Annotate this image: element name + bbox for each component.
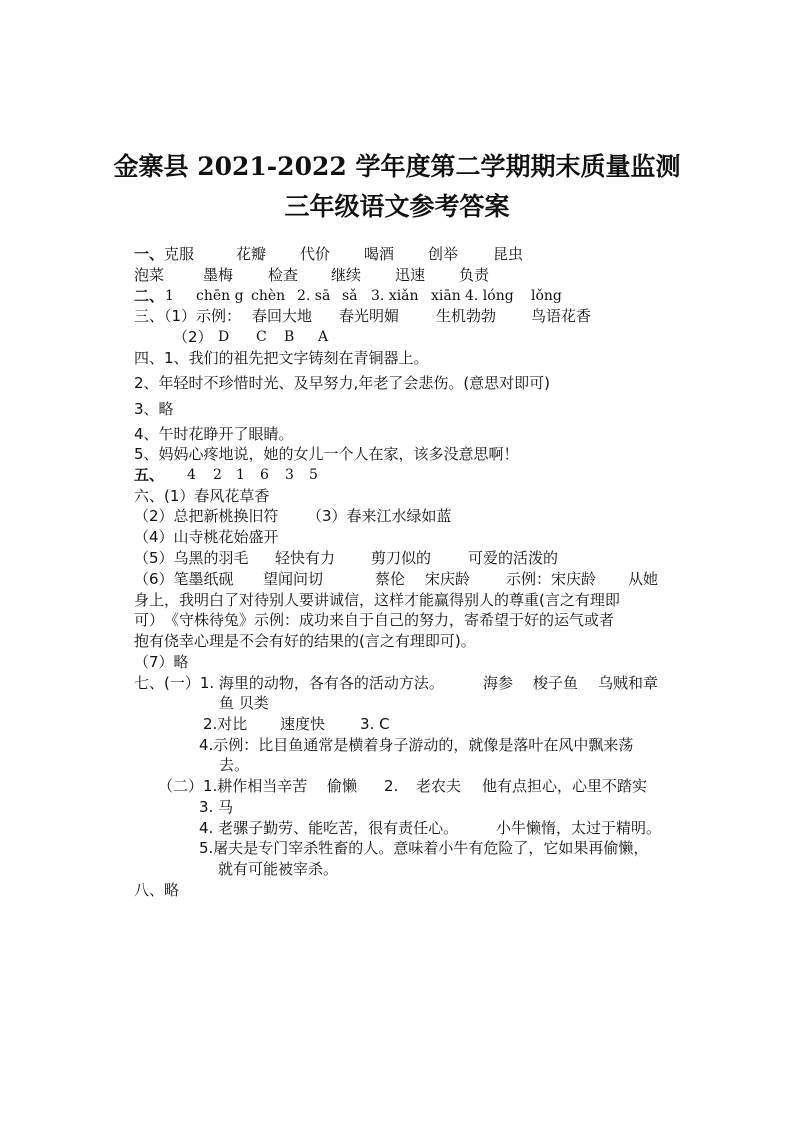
section-6-line-9: （7）略 [134, 653, 189, 671]
order-item: 4 [187, 467, 196, 483]
word: 继续 [331, 266, 362, 284]
choice-item: D [218, 329, 230, 345]
pinyin-item: 3. xiǎn [371, 288, 419, 304]
section-6-line-3: （4）山寺桃花始盛开 [134, 528, 279, 546]
word: 迅速 [395, 266, 426, 284]
pinyin-item: sǎ [342, 288, 358, 304]
pinyin-item: 1 [165, 288, 174, 304]
section-2-label: 二、 [134, 287, 165, 305]
pinyin-item: xiān [431, 288, 461, 304]
section-4-line-1: 四、1、我们的祖先把文字铸刻在青铜器上。 [134, 349, 429, 367]
word: 检查 [268, 266, 299, 284]
section-6-l4-item: 轻快有力 [275, 549, 336, 567]
word: 喝酒 [364, 245, 395, 263]
section-6-line-6: 身上，我明白了对待别人要讲诚信，这样才能赢得别人的尊重(言之有理即 [134, 591, 620, 609]
section-7-line-7: 3. 马 [199, 798, 234, 816]
word: 花瓣 [236, 245, 267, 263]
question-label: （2） [173, 328, 213, 346]
section-7-l1-item: 乌贼和章 [598, 674, 659, 692]
section-7-l1-item: 梭子鱼 [533, 674, 579, 692]
section-6-line-2b: （3）春来江水绿如蓝 [307, 507, 452, 525]
section-6-line-1: 六、(1）春风花草香 [134, 487, 270, 505]
section-7-line-1a: 七、(一）1. 海里的动物，各有各的活动方法。 [134, 674, 444, 692]
word: 克服 [164, 245, 195, 263]
word: 昆虫 [493, 245, 524, 263]
section-6-l5-item: 望闻问切 [263, 570, 324, 588]
section-1-row-1 [134, 244, 194, 264]
section-6-l5-item: （6）笔墨纸砚 [134, 570, 234, 588]
section-7-line-2: 鱼 贝类 [219, 694, 269, 712]
section-6-l4-item: （5）乌黑的羽毛 [134, 549, 249, 567]
example-prefix: （1）示例： [164, 307, 242, 325]
pinyin-item: chēn g [196, 288, 244, 304]
example-item: 生机勃勃 [436, 307, 497, 325]
section-7-l6-item: （二）1.耕作相当辛苦 [158, 777, 308, 795]
word: 代价 [300, 245, 331, 263]
section-7-line-5: 去。 [219, 756, 250, 774]
section-4-line-2: 2、年轻时不珍惜时光、及早努力,年老了会悲伤。(意思对即可) [134, 374, 551, 392]
section-7-l3-item: 2.对比 [203, 715, 248, 733]
section-6-line-8: 抱有侥幸心理是不会有好的结果的(言之有理即可)。 [134, 632, 476, 650]
example-item: 鸟语花香 [531, 307, 592, 325]
section-7-l6-item: 2. [384, 777, 399, 795]
section-7-line-9: 5.屠夫是专门宰杀牲畜的人。意味着小牛有危险了，它如果再偷懒， [199, 839, 649, 857]
pinyin-item: 2. sā [297, 288, 331, 304]
section-5-label: 五、 [134, 466, 165, 484]
order-item: 1 [236, 467, 245, 483]
section-7-l6-item: 他有点担心，心里不踏实 [482, 777, 648, 795]
word: 泡菜 [134, 266, 165, 284]
section-3-row-1 [134, 306, 241, 326]
section-3-label: 三、 [134, 307, 165, 325]
section-6-line-2a: （2）总把新桃换旧符 [134, 507, 279, 525]
section-7-l6-item: 偷懒 [327, 777, 358, 795]
section-6-l5-item: 从她 [628, 570, 659, 588]
section-8-line-1: 八、略 [134, 881, 180, 899]
pinyin-item: lǒng [531, 288, 562, 304]
section-6-l5-item: 蔡伦 [375, 570, 406, 588]
section-7-line-4: 4.示例：比目鱼通常是横着身子游动的，就像是落叶在风中飘来荡 [199, 736, 634, 754]
section-7-l3-item: 3. C [360, 715, 390, 733]
section-4-line-3: 3、略 [134, 400, 174, 418]
word: 创举 [428, 245, 459, 263]
section-1-label: 一、 [134, 245, 165, 263]
pinyin-item: 4. lóng [465, 288, 514, 304]
section-4-line-4: 4、午时花睁开了眼睛。 [134, 425, 294, 443]
section-6-l4-item: 可爱的活泼的 [468, 549, 559, 567]
section-7-line-10: 就有可能被宰杀。 [218, 860, 339, 878]
word: 负责 [459, 266, 490, 284]
section-6-l4-item: 剪刀似的 [371, 549, 432, 567]
example-item: 春回大地 [252, 307, 313, 325]
order-item: 3 [285, 467, 294, 483]
choice-item: A [318, 329, 329, 345]
choice-item: C [256, 329, 267, 345]
order-item: 5 [309, 467, 318, 483]
section-7-l6-item: 老农夫 [416, 777, 462, 795]
page-subtitle: 三年级语文参考答案 [284, 192, 510, 221]
pinyin-item: chèn [251, 288, 286, 304]
section-7-l3-item: 速度快 [280, 715, 326, 733]
page-title: 金寨县 2021-2022 学年度第二学期期末质量监测 [113, 152, 681, 181]
word: 墨梅 [203, 266, 234, 284]
choice-item: B [284, 329, 295, 345]
section-7-line-8b: 小牛懒惰，太过于精明。 [496, 819, 662, 837]
section-4-line-5: 5、妈妈心疼地说，她的女儿一个人在家，该多没意思啊！ [134, 445, 519, 463]
section-7-l1-item: 海参 [483, 674, 514, 692]
section-6-line-7: 可） 《守株待兔》示例：成功来自于自己的努力，寄希望于好的运气或者 [134, 611, 615, 629]
order-item: 6 [260, 467, 269, 483]
section-6-l5-item: 宋庆龄 [425, 570, 471, 588]
example-item: 春光明媚 [339, 307, 400, 325]
order-item: 2 [213, 467, 222, 483]
section-6-l5-item: 示例：宋庆龄 [506, 570, 597, 588]
section-7-line-8a: 4. 老骡子勤劳、能吃苦，很有责任心。 [199, 819, 459, 837]
